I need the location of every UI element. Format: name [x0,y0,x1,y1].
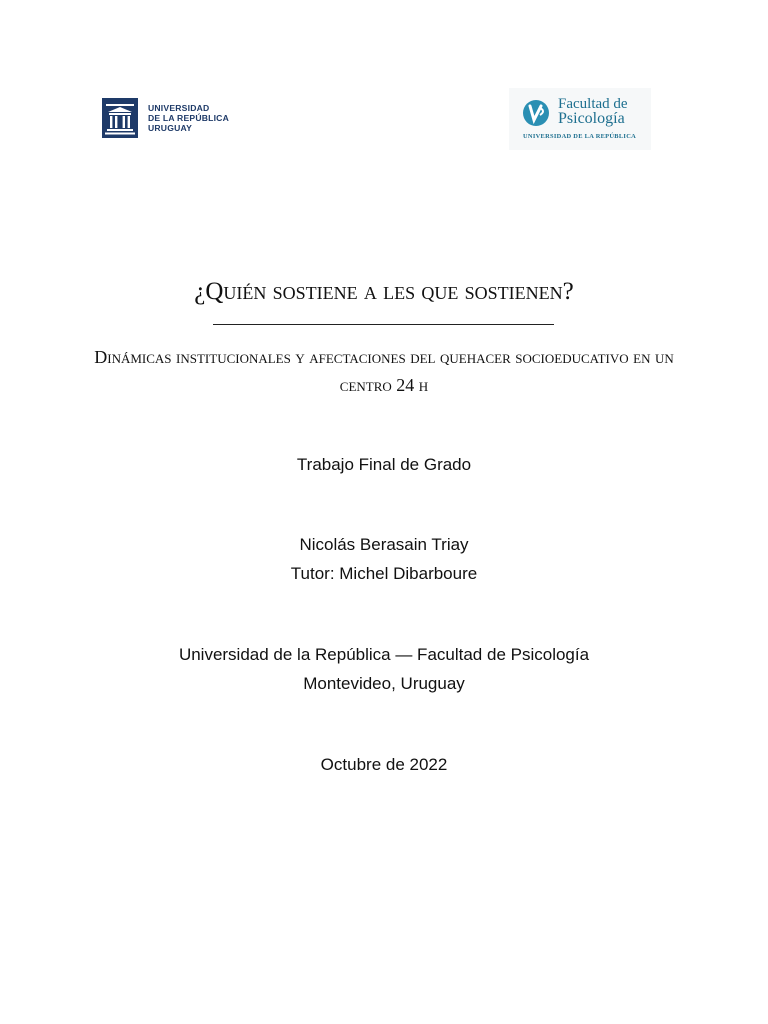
institution: Universidad de la República — Facultad de Psicología [178,645,590,664]
location: Montevideo, Uruguay [303,674,465,693]
udelar-line3: URUGUAY [148,123,193,133]
udelar-line2: DE LA REPÚBLICA [148,113,229,123]
date: Octubre de 2022 [320,755,448,774]
udelar-line1: UNIVERSIDAD [148,103,210,113]
tutor-name: Tutor: Michel Dibarboure [290,564,478,583]
psicologia-subline: UNIVERSIDAD DE LA REPÚBLICA [523,133,637,140]
document-subtitle: Dinámicas institucionales y afectaciones del quehacer socioeducativo en un centro 24 h [94,347,674,395]
udelar-logo [102,98,229,138]
psicologia-line1: Facultad de [558,96,628,112]
document-title: ¿Quién sostiene a les que sostienen? [194,278,574,305]
title-divider [213,324,554,325]
author-name: Nicolás Berasain Triay [299,535,469,554]
work-type: Trabajo Final de Grado [296,455,472,474]
psicologia-logo [509,88,651,150]
psicologia-mark-icon [521,98,551,128]
udelar-wordmark [148,103,229,133]
psicologia-line2: Psicología [558,110,625,127]
udelar-emblem-icon [102,98,138,138]
